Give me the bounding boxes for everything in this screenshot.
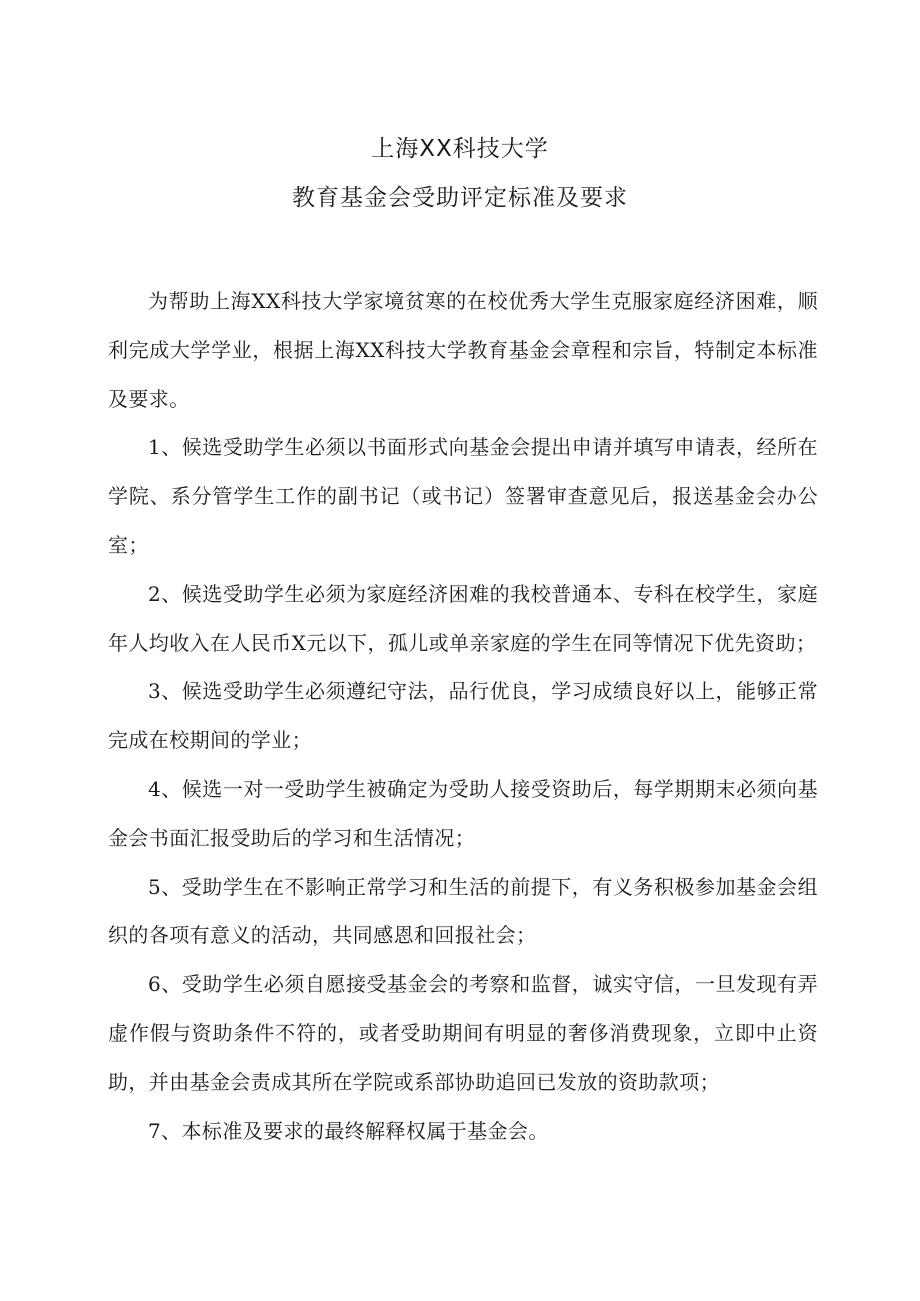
item-paragraph-2: 2、候选受助学生必须为家庭经济困难的我校普通本、专科在校学生，家庭年人均收入在人民币X元以下，孤儿或单亲家庭的学生在同等情况下优先资助； [108,581,818,655]
item-paragraph-7: 7、本标准及要求的最终解释权属于基金会。 [148,1118,549,1143]
item-paragraph-6: 6、受助学生必须自愿接受基金会的考察和监督，诚实守信，一旦发现有弄虚作假与资助条件不符的，或者受助期间有明显的奢侈消费现象，立即中止资助，并由基金会责成其所在学院或系部协助追回已发放的资助款项； [108,972,818,1094]
document-title-university: 上海XX科技大学 [371,136,549,162]
intro-paragraph: 为帮助上海XX科技大学家境贫寒的在校优秀大学生克服家庭经济困难，顺利完成大学学业，根据上海XX科技大学教育基金会章程和宗旨，特制定本标准及要求。 [108,289,818,411]
item-paragraph-4: 4、候选一对一受助学生被确定为受助人接受资助后，每学期期末必须向基金会书面汇报受助后的学习和生活情况； [108,776,818,850]
document-title-standard: 教育基金会受助评定标准及要求 [292,185,628,211]
item-paragraph-3: 3、候选受助学生必须遵纪守法，品行优良，学习成绩良好以上，能够正常完成在校期间的学业； [108,679,818,753]
item-paragraph-5: 5、受助学生在不影响正常学习和生活的前提下，有义务积极参加基金会组织的各项有意义的活动，共同感恩和回报社会； [108,874,818,948]
document-body [108,277,818,1155]
item-paragraph-1: 1、候选受助学生必须以书面形式向基金会提出申请并填写申请表，经所在学院、系分管学生工作的副书记（或书记）签署审查意见后，报送基金会办公室； [108,435,818,557]
